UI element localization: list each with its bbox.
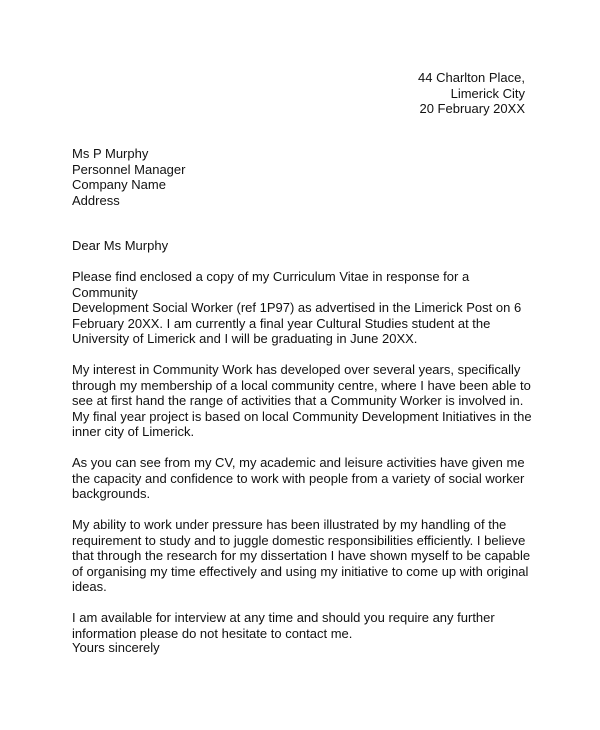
paragraph: My interest in Community Work has developed over several years, specifically through my membership of a local community centre, where I have been able to see at first hand the range of activities that a Community Worker is involved in. My final year project is based on local Community Development Initiatives in the inner city of Limerick. <box>72 362 532 439</box>
recipient-title: Personnel Manager <box>72 161 186 177</box>
paragraph: I am available for interview at any time and should you require any further information please do not hesitate to contact me. <box>72 610 495 641</box>
salutation: Dear Ms Murphy <box>72 238 169 253</box>
recipient-name: Ms P Murphy <box>72 146 149 161</box>
paragraph: My ability to work under pressure has been illustrated by my handling of the requirement to study and to juggle domestic responsibilities efficiently. I believe that through the research for my dissertation I have shown myself to be capable of organising my time effectively and using my initiative to come up with original ideas. <box>72 517 531 594</box>
recipient-company: Company Name <box>72 177 166 192</box>
closing: Yours sincerely <box>72 640 160 655</box>
recipient-address-line: Address <box>72 192 120 208</box>
sender-city: Limerick City <box>450 85 525 101</box>
recipient-address <box>72 146 185 208</box>
letter-body <box>72 269 532 657</box>
sender-address <box>418 70 525 117</box>
sender-street: 44 Charlton Place, <box>418 70 525 85</box>
paragraph: Please find enclosed a copy of my Curriculum Vitae in response for a Community Development Social Worker (ref 1P97) as advertised in the Limerick Post on 6 February 20XX. I am currently a final year Cultural Studies student at the University of Limerick and I will be graduating in June 20XX. <box>72 269 522 346</box>
paragraph: As you can see from my CV, my academic and leisure activities have given me the capacity and confidence to work with people from a variety of social worker backgrounds. <box>72 455 525 501</box>
letter-date: 20 February 20XX <box>419 101 525 116</box>
